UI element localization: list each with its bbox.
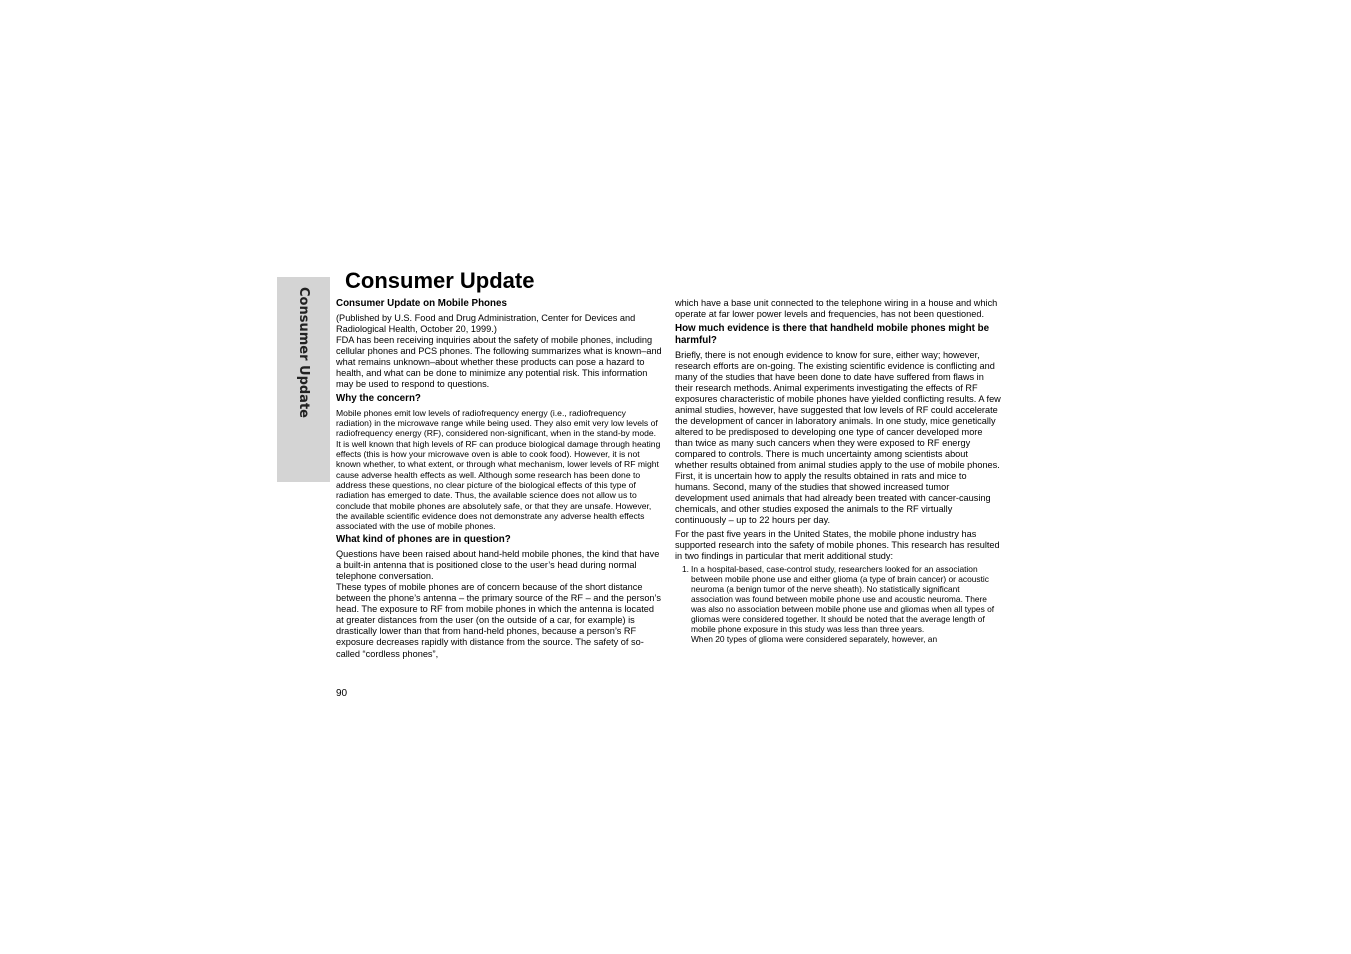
publication-note: (Published by U.S. Food and Drug Administration, Center for Devices and Radiological Health, October 20, 1999.) [336, 312, 636, 334]
section-heading-what-kind-of-phones: What kind of phones are in question? [336, 534, 511, 546]
page-title: Consumer Update [345, 268, 535, 293]
section-heading-why-the-concern: Why the concern? [336, 392, 421, 404]
phones-paragraph-1: Questions have been raised about hand-held mobile phones, the kind that have a built-in antenna that is positioned close to the user’s head during normal telephone conversation. [336, 549, 660, 582]
list-item-continuation: When 20 types of glioma were considered separately, however, an [691, 633, 938, 644]
intro-paragraph: FDA has been receiving inquiries about the safety of mobile phones, including cellular phones and PCS phones. The following summarizes what is known–and what remains unknown–about whether these products can pose a hazard to health, and what can be done to minimize any potential risk. This information may be used to respond to questions. [336, 334, 662, 389]
concern-paragraph: Mobile phones emit low levels of radiofrequency energy (i.e., radiofrequency radiation) in the microwave range while being used. They also emit very low levels of radiofrequency energy (RF), considered non-significant, when in the stand-by mode. It is well known that high levels of RF can produce biological damage through heating effects (this is how your microwave oven is able to cook food). However, it is not known whether, to what extent, or through what mechanism, lower levels of RF might cause adverse health effects as well. Although some research has been done to address these questions, no clear picture of the biological effects of this type of radiation has emerged to date. Thus, the available science does not allow us to conclude that mobile phones are absolutely safe, or that they are unsafe. However, the available scientific evidence does not demonstrate any adverse health effects associated with the use of mobile phones. [336, 407, 661, 532]
right-column [675, 298, 1001, 644]
evidence-paragraph: Briefly, there is not enough evidence to know for sure, either way; however, research efforts are on-going. The existing scientific evidence is conflicting and many of the studies that have been done to date have suffered from flaws in their research methods. Animal experiments investigating the effects of RF exposures characteristic of mobile phones have yielded conflicting results. A few animal studies, however, have suggested that low levels of RF could accelerate the development of cancer in laboratory animals. In one study, mice genetically altered to be predisposed to developing one type of cancer developed more than twice as many such cancers when they were exposed to RF energy compared to controls. There is much uncertainty among scientists about whether results obtained from animal studies apply to the use of mobile phones. First, it is uncertain how to apply the results obtained in rats and mice to humans. Second, many of the studies that showed increased tumor development used animals that had already been treated with cancer-causing chemicals, and other studies exposed the animals to the RF virtually continuously – up to 22 hours per day. [675, 349, 1001, 526]
left-column [336, 298, 662, 663]
list-item [675, 565, 1001, 644]
page-number: 90 [336, 688, 348, 699]
findings-list [675, 565, 1001, 644]
sidebar-tab [277, 277, 330, 482]
sidebar-tab-label: Consumer Update [296, 287, 311, 418]
list-item-number: 1. [682, 564, 689, 575]
research-paragraph: For the past five years in the United States, the mobile phone industry has supported research into the safety of mobile phones. This research has resulted in two findings in particular that merit additional study: [675, 529, 1000, 562]
phones-paragraph-2: These types of mobile phones are of concern because of the short distance between the phone’s antenna – the primary source of the RF – and the person’s head. The exposure to RF from mobile phones in which the antenna is located at greater distances from the user (on the outside of a car, for example) is drastically lower than that from hand-held phones, because a person’s RF exposure decreases rapidly with distance from the source. The safety of so-called “cordless phones”, [336, 582, 662, 659]
section-heading-consumer-update-on-mobile-phones: Consumer Update on Mobile Phones [336, 298, 507, 309]
section-heading-how-much-evidence: How much evidence is there that handheld mobile phones might be harmful? [675, 323, 990, 346]
cordless-paragraph: which have a base unit connected to the telephone wiring in a house and which operate at far lower power levels and frequencies, has not been questioned. [675, 298, 998, 320]
list-item-text: In a hospital-based, case-control study, researchers looked for an association between mobile phone use and either glioma (a type of brain cancer) or acoustic neuroma (a benign tumor of the nerve sheath). No statistically significant association was found between mobile phone use and acoustic neuroma. There was also no association between mobile phone use and gliomas when all types of gliomas were considered together. It should be noted that the average length of mobile phone exposure in this study was less than three years. [691, 564, 995, 634]
